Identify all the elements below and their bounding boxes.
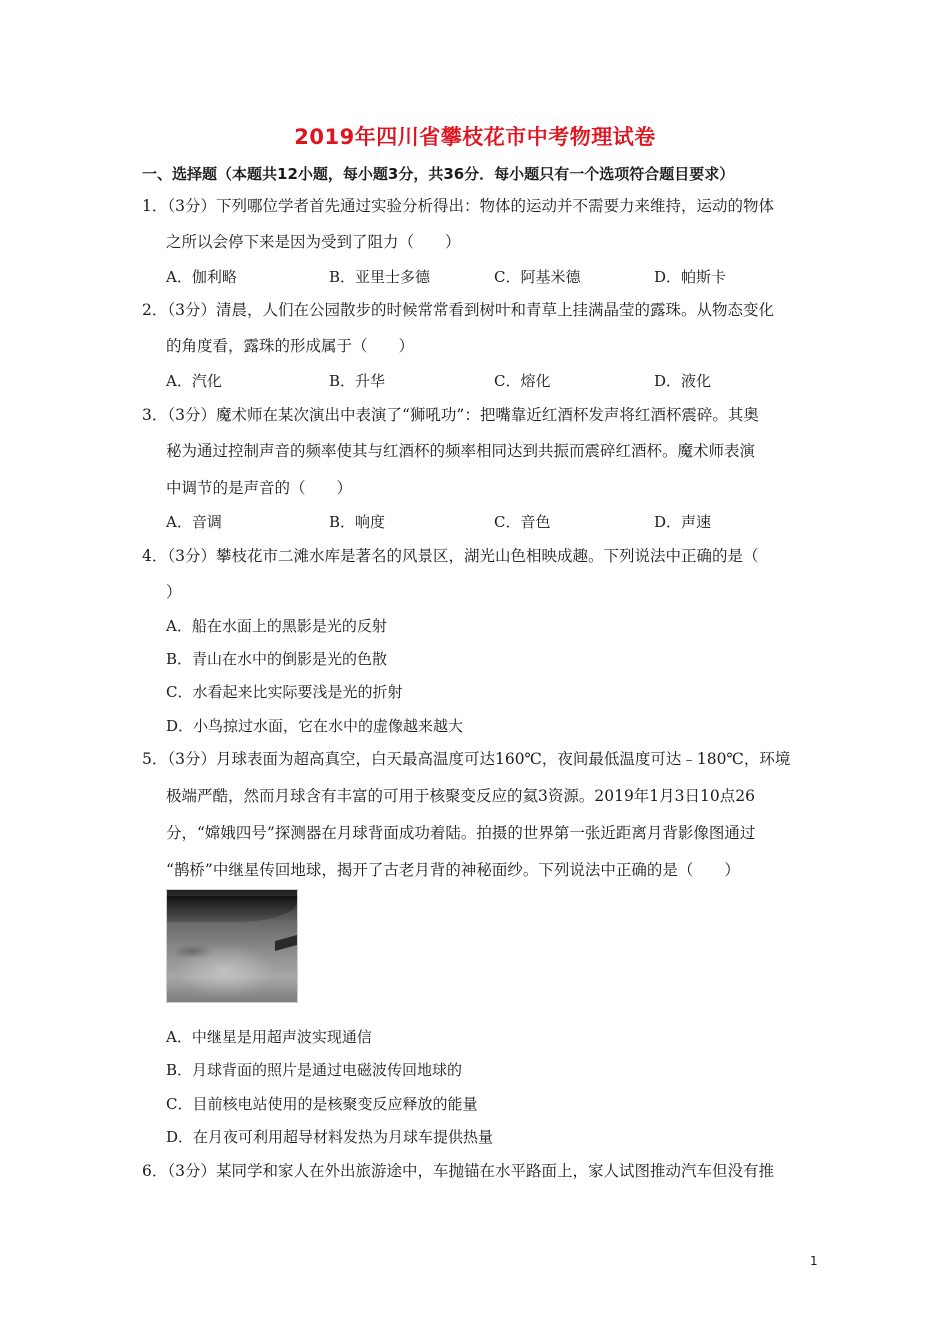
question-2-option-c: C．熔化 <box>494 372 551 390</box>
question-3-option-d: D．声速 <box>654 513 712 531</box>
section-heading: 一、选择题（本题共12小题，每小题3分，共36分．每小题只有一个选项符合题目要求） <box>142 165 735 183</box>
question-3-line-3: 中调节的是声音的（ ） <box>166 479 353 497</box>
question-1-option-d: D．帕斯卡 <box>654 268 727 286</box>
question-4-option-d: D．小鸟掠过水面，它在水中的虚像越来越大 <box>166 717 464 735</box>
question-5-option-a: A．中继星是用超声波实现通信 <box>166 1028 372 1046</box>
question-3-option-a: A．音调 <box>166 513 222 531</box>
question-1-line-2: 之所以会停下来是因为受到了阻力（ ） <box>166 233 461 251</box>
question-1-line-1: 1．（3分）下列哪位学者首先通过实验分析得出：物体的运动并不需要力来维持，运动的物体 <box>142 197 774 215</box>
question-5-option-b: B．月球背面的照片是通过电磁波传回地球的 <box>166 1061 463 1079</box>
question-2-option-a: A．汽化 <box>166 372 222 390</box>
question-2-option-b: B．升华 <box>329 372 386 390</box>
question-5-line-3: 分，“嫦娥四号”探测器在月球背面成功着陆。拍摄的世界第一张近距离月背影像图通过 <box>166 824 756 842</box>
question-2-line-2: 的角度看，露珠的形成属于（ ） <box>166 337 415 355</box>
moon-far-side-photo <box>166 889 298 1003</box>
question-2-line-1: 2．（3分）清晨，人们在公园散步的时候常常看到树叶和青草上挂满晶莹的露珠。从物态变化 <box>142 301 774 319</box>
question-1-option-b: B．亚里士多德 <box>329 268 431 286</box>
question-4-line-2: ） <box>166 583 182 601</box>
question-4-option-c: C．水看起来比实际要浅是光的折射 <box>166 683 403 701</box>
question-3-line-1: 3．（3分）魔术师在某次演出中表演了“狮吼功”：把嘴靠近红酒杯发声将红酒杯震碎。其奥 <box>142 406 759 424</box>
question-1-option-a: A．伽利略 <box>166 268 237 286</box>
page-number: 1 <box>810 1254 818 1268</box>
question-5-option-c: C．目前核电站使用的是核聚变反应释放的能量 <box>166 1095 478 1113</box>
question-4-option-b: B．青山在水中的倒影是光的色散 <box>166 650 388 668</box>
question-6-line-1: 6．（3分）某同学和家人在外出旅游途中，车抛锚在水平路面上，家人试图推动汽车但没有推 <box>142 1162 774 1180</box>
question-5-option-d: D．在月夜可利用超导材料发热为月球车提供热量 <box>166 1128 494 1146</box>
photo-lander-edge <box>275 935 297 951</box>
photo-horizon <box>167 896 297 922</box>
question-3-option-c: C．音色 <box>494 513 551 531</box>
question-5-line-1: 5．（3分）月球表面为超高真空，白天最高温度可达160℃，夜间最低温度可达﹣180℃，环境 <box>142 750 791 768</box>
page-title: 2019年四川省攀枝花市中考物理试卷 <box>294 125 656 149</box>
question-5-line-4: “鹊桥”中继星传回地球，揭开了古老月背的神秘面纱。下列说法中正确的是（ ） <box>166 861 740 879</box>
question-2-option-d: D．液化 <box>654 372 712 390</box>
question-1-option-c: C．阿基米德 <box>494 268 581 286</box>
question-5-line-2: 极端严酷，然而月球含有丰富的可用于核聚变反应的氦3资源。2019年1月3日10点26 <box>166 787 755 805</box>
question-3-option-b: B．响度 <box>329 513 386 531</box>
question-3-line-2: 秘为通过控制声音的频率使其与红酒杯的频率相同达到共振而震碎红酒杯。魔术师表演 <box>166 442 756 460</box>
question-4-line-1: 4．（3分）攀枝花市二滩水库是著名的风景区，湖光山色相映成趣。下列说法中正确的是（ <box>142 547 759 565</box>
question-4-option-a: A．船在水面上的黑影是光的反射 <box>166 617 387 635</box>
